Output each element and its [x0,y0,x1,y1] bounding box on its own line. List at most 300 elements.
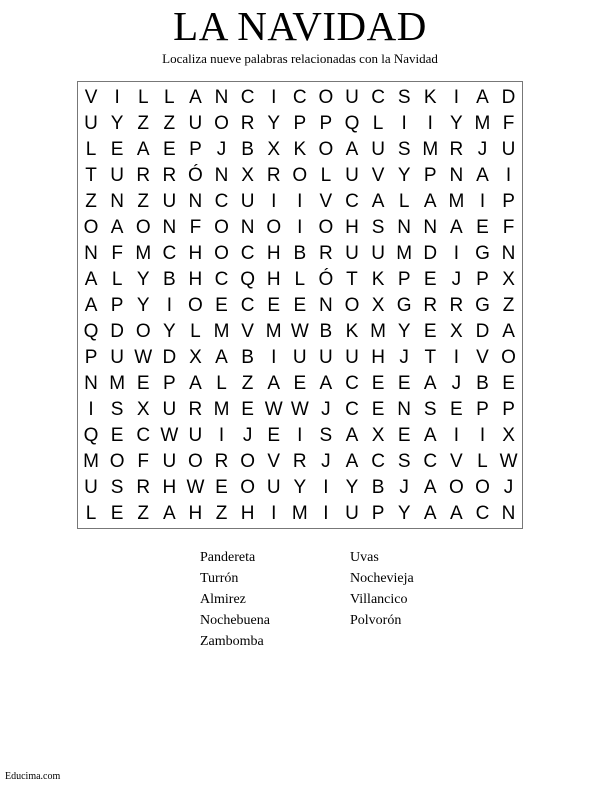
grid-cell[interactable]: A [371,191,385,212]
word-list-column-1 [200,547,270,652]
grid-cell[interactable]: P [162,373,176,394]
grid-cell[interactable]: W [499,451,518,472]
grid-cell[interactable]: M [265,321,282,342]
grid-cell[interactable]: P [189,139,202,160]
grid-cell[interactable]: N [240,217,255,238]
grid-cell[interactable]: U [345,165,359,186]
grid-cell[interactable]: O [292,165,308,186]
grid-cell[interactable]: L [85,503,97,524]
grid-cell[interactable]: D [110,321,124,342]
grid-cell[interactable]: E [371,373,385,394]
grid-cell[interactable]: N [501,243,516,264]
grid-cell[interactable]: I [323,503,329,524]
grid-cell[interactable]: B [241,347,254,368]
grid-cell[interactable]: U [84,477,98,498]
grid-cell[interactable]: O [448,477,464,498]
grid-cell[interactable]: W [160,425,179,446]
footer-credit: Educima.com [5,771,61,782]
grid-cell[interactable]: N [188,191,203,212]
grid-cell[interactable]: J [216,139,227,160]
grid-cell[interactable]: A [450,217,463,238]
grid-cell[interactable]: A [110,217,124,238]
grid-cell[interactable]: N [214,87,229,108]
word-list-item: Almirez [200,592,246,607]
grid-cell[interactable]: A [345,425,359,446]
grid-cell[interactable]: X [136,399,150,420]
grid-row [78,163,522,189]
grid-cell[interactable]: T [85,165,97,186]
grid-cell[interactable]: Z [137,503,150,524]
grid-cell[interactable]: L [294,269,306,290]
grid-cell[interactable]: C [423,451,438,472]
grid-cell[interactable]: M [448,191,465,212]
grid-cell[interactable]: P [371,503,385,524]
grid-cell[interactable]: C [136,425,151,446]
grid-cell[interactable]: J [451,269,462,290]
grid-cell[interactable]: A [423,425,437,446]
grid-cell[interactable]: Ó [318,269,334,290]
grid-cell[interactable]: E [162,139,176,160]
grid-cell[interactable]: P [319,113,333,134]
grid-cell[interactable]: A [345,139,359,160]
grid-cell[interactable]: H [188,269,203,290]
grid-cell[interactable]: L [398,191,410,212]
grid-cell[interactable]: I [479,425,486,446]
grid-cell[interactable]: E [136,373,150,394]
grid-cell[interactable]: L [477,451,488,472]
grid-cell[interactable]: D [475,321,490,342]
grid-cell[interactable]: Y [136,269,150,290]
grid-cell[interactable]: C [240,243,255,264]
grid-cell[interactable]: I [323,477,329,498]
grid-cell[interactable]: O [188,295,203,316]
grid-cell[interactable]: U [110,347,124,368]
grid-cell[interactable]: U [266,477,281,498]
grid-cell[interactable]: Y [136,295,150,316]
grid-cell[interactable]: A [267,373,281,394]
grid-cell[interactable]: Z [241,373,254,394]
grid-cell[interactable]: M [83,451,99,472]
grid-cell[interactable]: M [474,113,491,134]
grid-cell[interactable]: E [397,373,411,394]
grid-cell[interactable]: Y [345,477,359,498]
grid-cell[interactable]: R [292,451,307,472]
grid-cell[interactable]: R [423,295,438,316]
grid-cell[interactable]: A [162,503,176,524]
grid-cell[interactable]: Y [450,113,463,134]
grid-cell[interactable]: L [164,87,175,108]
grid-cell[interactable]: Q [240,269,255,290]
grid-cell[interactable]: N [449,165,464,186]
grid-cell[interactable]: Y [110,113,124,134]
grid-cell[interactable]: I [453,425,459,446]
grid-cell[interactable]: V [476,347,489,368]
grid-cell[interactable]: H [266,269,281,290]
grid-cell[interactable]: Z [215,503,228,524]
grid-cell[interactable]: X [371,295,385,316]
grid-cell[interactable]: W [186,477,205,498]
grid-cell[interactable]: E [502,373,515,394]
grid-cell[interactable]: X [502,269,515,290]
grid-cell[interactable]: D [501,87,516,108]
grid-cell[interactable]: N [162,217,177,238]
grid-cell[interactable]: P [476,399,489,420]
grid-cell[interactable]: I [218,425,225,446]
grid-cell[interactable]: L [320,165,332,186]
grid-cell[interactable]: K [371,269,385,290]
grid-cell[interactable]: A [450,503,463,524]
grid-cell[interactable]: P [110,295,124,316]
grid-cell[interactable]: J [321,399,331,420]
grid-cell[interactable]: M [396,243,413,264]
grid-cell[interactable]: D [162,347,177,368]
grid-cell[interactable]: N [423,217,438,238]
grid-cell[interactable]: Y [293,477,307,498]
grid-cell[interactable]: W [290,321,309,342]
grid-cell[interactable]: B [293,243,307,264]
grid-cell[interactable]: E [215,295,228,316]
grid-cell[interactable]: O [475,477,490,498]
grid-cell[interactable]: L [216,373,227,394]
grid-cell[interactable]: R [240,113,255,134]
grid-cell[interactable]: O [135,321,151,342]
grid-cell[interactable]: I [166,295,172,316]
grid-cell[interactable]: S [397,87,411,108]
grid-cell[interactable]: E [293,373,307,394]
grid-cell[interactable]: I [453,243,459,264]
grid-cell[interactable]: F [189,217,202,238]
grid-cell[interactable]: J [451,373,462,394]
grid-cell[interactable]: V [319,191,333,212]
grid-row [78,501,522,527]
grid-cell[interactable]: U [188,425,203,446]
grid-cell[interactable]: Y [397,165,411,186]
grid-cell[interactable]: O [240,477,255,498]
grid-cell[interactable]: M [291,503,308,524]
grid-cell[interactable]: M [213,399,230,420]
grid-cell[interactable]: U [188,113,203,134]
grid-cell[interactable]: P [423,165,437,186]
grid-cell[interactable]: K [293,139,307,160]
grid-cell[interactable]: O [344,295,360,316]
grid-cell[interactable]: N [84,243,98,264]
grid-cell[interactable]: I [479,191,486,212]
grid-cell[interactable]: P [502,399,515,420]
grid-cell[interactable]: R [188,399,203,420]
grid-cell[interactable]: U [345,347,359,368]
grid-cell[interactable]: A [215,347,228,368]
grid-cell[interactable]: I [453,87,459,108]
grid-cell[interactable]: T [346,269,358,290]
grid-cell[interactable]: X [450,321,463,342]
grid-cell[interactable]: I [401,113,407,134]
grid-cell[interactable]: U [371,243,385,264]
word-list-item: Uvas [350,550,379,565]
grid-cell[interactable]: F [502,217,515,238]
grid-cell[interactable]: P [502,191,515,212]
grid-cell[interactable]: A [423,477,437,498]
grid-cell[interactable]: C [371,451,385,472]
grid-row [78,241,522,267]
grid-cell[interactable]: Z [137,113,150,134]
grid-cell[interactable]: U [84,113,98,134]
grid-cell[interactable]: M [370,321,386,342]
grid-cell[interactable]: A [84,269,98,290]
grid-cell[interactable]: M [213,321,230,342]
grid-cell[interactable]: V [84,87,98,108]
grid-cell[interactable]: Y [397,503,411,524]
grid-cell[interactable]: L [85,139,97,160]
grid-cell[interactable]: I [271,87,277,108]
grid-cell[interactable]: E [267,425,281,446]
grid-cell[interactable]: A [423,503,437,524]
grid-cell[interactable]: I [505,165,512,186]
grid-cell[interactable]: O [188,451,203,472]
grid-cell[interactable]: E [397,425,411,446]
grid-cell[interactable]: O [266,217,282,238]
grid-cell[interactable]: W [134,347,153,368]
grid-cell[interactable]: R [449,139,464,160]
grid-cell[interactable]: O [318,87,334,108]
grid-cell[interactable]: H [371,347,385,368]
grid-cell[interactable]: U [345,503,359,524]
grid-cell[interactable]: C [240,295,255,316]
grid-cell[interactable]: R [136,477,151,498]
grid-cell[interactable]: W [290,399,309,420]
grid-cell[interactable]: V [450,451,463,472]
grid-cell[interactable]: Y [162,321,176,342]
grid-cell[interactable]: G [475,295,490,316]
grid-cell[interactable]: A [423,191,437,212]
grid-cell[interactable]: S [397,451,411,472]
grid-cell[interactable]: E [215,477,228,498]
grid-cell[interactable]: J [399,347,409,368]
grid-cell[interactable]: N [319,295,333,316]
grid-cell[interactable]: C [214,269,229,290]
grid-cell[interactable]: I [271,191,277,212]
grid-cell[interactable]: S [371,217,385,238]
grid-row [78,319,522,345]
grid-cell[interactable]: O [83,217,99,238]
grid-cell[interactable]: C [292,87,307,108]
grid-cell[interactable]: S [319,425,333,446]
grid-cell[interactable]: A [423,373,437,394]
grid-cell[interactable]: K [423,87,437,108]
grid-cell[interactable]: A [476,87,489,108]
grid-cell[interactable]: Z [137,191,150,212]
grid-cell[interactable]: N [397,217,412,238]
grid-cell[interactable]: P [476,269,489,290]
grid-cell[interactable]: E [110,139,124,160]
grid-cell[interactable]: S [110,399,124,420]
grid-cell[interactable]: B [319,321,333,342]
grid-cell[interactable]: O [135,217,151,238]
grid-cell[interactable]: H [188,503,203,524]
grid-cell[interactable]: N [84,373,98,394]
grid-cell[interactable]: Y [267,113,281,134]
grid-cell[interactable]: A [345,451,359,472]
grid-cell[interactable]: X [189,347,202,368]
grid-cell[interactable]: D [423,243,438,264]
grid-cell[interactable]: U [371,139,385,160]
grid-cell[interactable]: C [475,503,490,524]
grid-cell[interactable]: B [371,477,385,498]
grid-cell[interactable]: R [136,165,151,186]
grid-cell[interactable]: I [271,347,277,368]
grid-cell[interactable]: A [502,321,515,342]
grid-cell[interactable]: I [114,87,120,108]
grid-cell[interactable]: I [427,113,433,134]
grid-cell[interactable]: Y [397,321,411,342]
grid-cell[interactable]: L [190,321,201,342]
grid-cell[interactable]: C [214,191,229,212]
grid-cell[interactable]: T [424,347,437,368]
grid-cell[interactable]: M [109,373,126,394]
grid-cell[interactable]: Z [163,113,176,134]
grid-cell[interactable]: E [241,399,254,420]
grid-cell[interactable]: H [266,243,281,264]
grid-cell[interactable]: H [345,217,359,238]
grid-cell[interactable]: V [241,321,254,342]
grid-cell[interactable]: O [318,217,334,238]
grid-cell[interactable]: A [189,373,202,394]
grid-cell[interactable]: A [319,373,333,394]
grid-cell[interactable]: U [162,191,177,212]
grid-cell[interactable]: B [241,139,254,160]
grid-cell[interactable]: O [214,243,229,264]
grid-cell[interactable]: E [450,399,463,420]
grid-cell[interactable]: C [345,191,359,212]
grid-cell[interactable]: P [293,113,307,134]
grid-cell[interactable]: O [240,451,255,472]
grid-cell[interactable]: R [449,295,464,316]
grid-cell[interactable]: E [110,503,124,524]
grid-cell[interactable]: O [109,451,125,472]
grid-cell[interactable]: P [84,347,98,368]
grid-cell[interactable]: U [501,139,516,160]
grid-cell[interactable]: H [240,503,255,524]
grid-cell[interactable]: U [240,191,255,212]
grid-cell[interactable]: G [475,243,490,264]
grid-cell[interactable]: X [371,425,385,446]
grid-cell[interactable]: K [345,321,359,342]
grid-cell[interactable]: E [371,399,385,420]
grid-cell[interactable]: S [397,139,411,160]
grid-cell[interactable]: R [266,165,281,186]
grid-cell[interactable]: U [162,399,177,420]
grid-cell[interactable]: I [88,399,94,420]
grid-cell[interactable]: X [502,425,515,446]
grid-cell[interactable]: O [214,217,229,238]
grid-cell[interactable]: B [162,269,176,290]
grid-cell[interactable]: C [345,373,359,394]
grid-cell[interactable]: N [501,503,516,524]
grid-cell[interactable]: X [241,165,254,186]
grid-cell[interactable]: R [319,243,333,264]
word-list-item: Villancico [350,592,408,607]
grid-cell[interactable]: O [501,347,516,368]
grid-cell[interactable]: J [503,477,514,498]
grid-cell[interactable]: J [321,451,331,472]
grid-cell[interactable]: H [188,243,203,264]
grid-cell[interactable]: N [110,191,124,212]
grid-cell[interactable]: C [162,243,177,264]
grid-cell[interactable]: U [345,87,359,108]
grid-cell[interactable]: Q [344,113,360,134]
grid-cell[interactable]: V [267,451,281,472]
grid-cell[interactable]: C [345,399,359,420]
grid-cell[interactable]: U [110,165,124,186]
grid-cell[interactable]: O [214,113,229,134]
grid-cell[interactable]: V [371,165,385,186]
grid-cell[interactable]: E [423,269,437,290]
grid-cell[interactable]: X [267,139,281,160]
grid-cell[interactable]: E [110,425,124,446]
grid-cell[interactable]: U [319,347,333,368]
grid-row [78,397,522,423]
grid-cell[interactable]: S [110,477,124,498]
grid-cell[interactable]: W [264,399,283,420]
grid-cell[interactable]: E [293,295,307,316]
grid-cell[interactable]: E [423,321,437,342]
grid-cell[interactable]: U [292,347,307,368]
grid-cell[interactable]: C [371,87,385,108]
grid-cell[interactable]: J [477,139,488,160]
grid-cell[interactable]: Z [502,295,515,316]
grid-cell[interactable]: F [502,113,515,134]
grid-row [78,267,522,293]
grid-cell[interactable]: M [135,243,152,264]
grid-cell[interactable]: O [318,139,334,160]
grid-cell[interactable]: A [476,165,489,186]
grid-cell[interactable]: L [372,113,384,134]
grid-cell[interactable]: J [242,425,253,446]
grid-cell[interactable]: Ó [188,165,203,186]
grid-cell[interactable]: F [111,243,123,264]
grid-cell[interactable]: A [189,87,202,108]
grid-cell[interactable]: R [214,451,229,472]
grid-cell[interactable]: B [476,373,489,394]
grid-cell[interactable]: A [136,139,150,160]
grid-cell[interactable]: Z [85,191,97,212]
grid-cell[interactable]: I [297,191,303,212]
grid-cell[interactable]: A [84,295,98,316]
grid-cell[interactable]: I [297,425,303,446]
grid-cell[interactable]: S [423,399,437,420]
grid-cell[interactable]: R [162,165,177,186]
grid-cell[interactable]: P [397,269,411,290]
grid-cell[interactable]: J [399,477,409,498]
grid-cell[interactable]: C [240,87,255,108]
grid-cell[interactable]: E [476,217,489,238]
grid-cell[interactable]: U [345,243,359,264]
grid-cell[interactable]: I [271,503,277,524]
grid-cell[interactable]: L [137,87,149,108]
grid-cell[interactable]: F [137,451,150,472]
grid-cell[interactable]: H [162,477,177,498]
grid-cell[interactable]: M [422,139,439,160]
grid-cell[interactable]: G [396,295,412,316]
grid-cell[interactable]: N [214,165,229,186]
grid-cell[interactable]: L [111,269,123,290]
grid-cell[interactable]: I [297,217,303,238]
grid-cell[interactable]: N [397,399,412,420]
grid-cell[interactable]: U [162,451,177,472]
grid-cell[interactable]: Q [83,321,99,342]
grid-cell[interactable]: I [453,347,459,368]
grid-cell[interactable]: Q [83,425,99,446]
grid-cell[interactable]: E [267,295,281,316]
